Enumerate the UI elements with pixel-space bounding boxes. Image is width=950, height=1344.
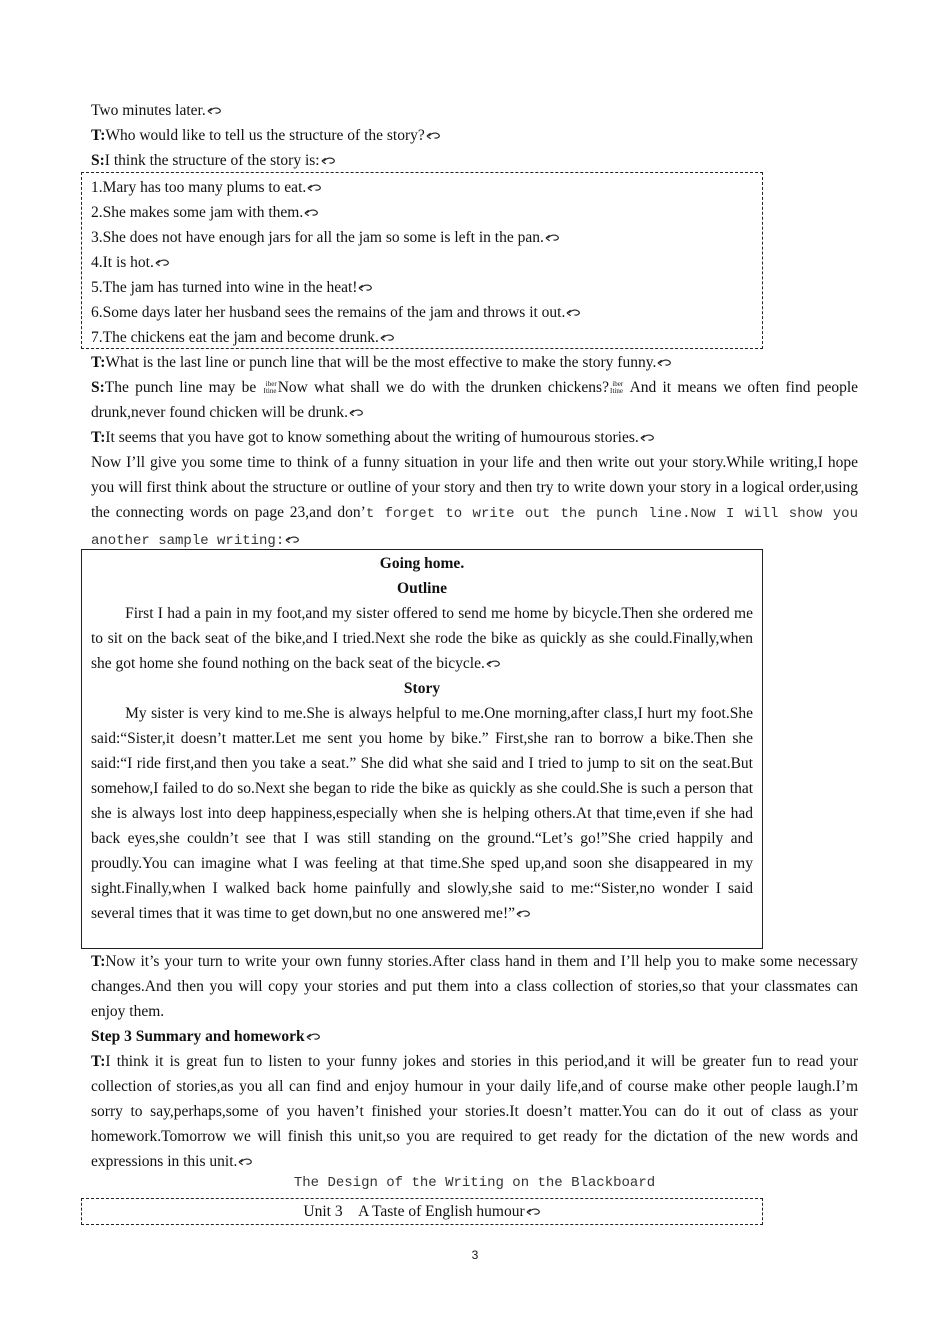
list-item: 4.It is hot. [91, 250, 170, 275]
line-student-answer: S:I think the structure of the story is: [91, 148, 858, 173]
story-text: My sister is very kind to me.She is always helpful to me.One morning,after class,I hurt my foot.She said:“Sister,it doesn’t matter.Let me sent you home by bike.” First,she ran to borrow a bike.Then she said:“I ride first,and then you take a seat.” She did what she said and I tried to jump to sit on the seat.But somehow,I failed to do so.Next she began to ride the bike as quickly as she could.She is such a person that she is always lost into deep happiness,especially when she is helping others.At that time,even if she had back eyes,she couldn’t see that I was still standing on the ground.“Let’s go!”She cried happily and proudly.You can imagine what I was feeling at that time.She sped up,and soon she disappeared in my sight.Finally,when I walked back home painfully and slowly,she said to me:“Sister,no wonder I said several times that it was time to get down,but no one answered me!” [91, 705, 753, 922]
list-item: 5.The jam has turned into wine in the heat! [91, 275, 373, 300]
return-mark-icon [155, 258, 170, 268]
step3-heading: Step 3 Summary and homework [91, 1024, 858, 1049]
sample-title: Going home. [379, 555, 465, 572]
return-mark-icon [358, 283, 373, 293]
paragraph-instructions: Now I’ll give you some time to think of a funny situation in your life and then write out your story.While writing,I hope you will first think about the structure or outline of your story and then try to write down your story in a logical order,using the connecting words on page 23,and don’t forget to write out the punch line.Now I will show you another sample writing: [91, 454, 858, 549]
return-mark-icon [657, 358, 672, 368]
line-two-minutes: Two minutes later. [91, 98, 858, 123]
return-mark-icon [545, 233, 560, 243]
return-mark-icon [349, 408, 364, 418]
return-mark-icon [207, 106, 222, 116]
list-item: 2.She makes some jam with them. [91, 200, 319, 225]
structure-list-box [81, 172, 763, 349]
list-item: 6.Some days later her husband sees the remains of the jam and throws it out. [91, 300, 581, 325]
outline-heading: Outline [397, 580, 447, 597]
return-mark-icon [526, 1207, 541, 1217]
story-heading: Story [403, 680, 441, 697]
paragraph-summary: T:I think it is great fun to listen to your funny jokes and stories in this period,and it will be greater fun to read your collection of stories,as you all can find and enjoy humour in your daily life,and of course make other people laugh.I’m sorry to say,perhaps,some of you haven’t finished your stories.It doesn’t matter.You can do it out of class as your homework.Tomorrow we will finish this unit,so you are required to get ready for the dictation of the new words and expressions in this unit. [91, 1053, 858, 1170]
line-break-marker: Iiber tine [609, 380, 624, 396]
outline-text: First I had a pain in my foot,and my sister offered to send me home by bicycle.Then she ordered me to sit on the back seat of the bike,and I tried.Next she rode the bike as quickly as she could.Finally,when she got home she found nothing on the back seat of the bicycle. [91, 605, 753, 672]
return-mark-icon [306, 1032, 321, 1042]
blackboard-caption: The Design of the Writing on the Blackboard [293, 1175, 656, 1191]
return-mark-icon [304, 208, 319, 218]
line-teacher-comment: T:It seems that you have got to know something about the writing of humourous stories. [91, 425, 858, 450]
list-item: 1.Mary has too many plums to eat. [91, 175, 322, 200]
sample-writing-box [81, 549, 763, 949]
return-mark-icon [640, 433, 655, 443]
paragraph-your-turn: T:Now it’s your turn to write your own funny stories.After class hand in them and I’ll help you to make some necessary changes.And then you will copy your stories and put them into a class collection of stories,so that your classmates can enjoy them. [91, 953, 858, 1020]
return-mark-icon [321, 156, 336, 166]
return-mark-icon [380, 333, 395, 343]
return-mark-icon [516, 909, 531, 919]
page-number: 3 [471, 1248, 479, 1262]
return-mark-icon [238, 1157, 253, 1167]
return-mark-icon [486, 659, 501, 669]
line-punchline-question: T:What is the last line or punch line that will be the most effective to make the story funny. [91, 350, 858, 375]
return-mark-icon [285, 535, 300, 545]
list-item: 7.The chickens eat the jam and become drunk. [91, 325, 395, 350]
return-mark-icon [426, 131, 441, 141]
line-break-marker: Iiber tine [263, 380, 277, 396]
return-mark-icon [566, 308, 581, 318]
blackboard-box [81, 1198, 763, 1225]
line-teacher-question: T:Who would like to tell us the structure of the story? [91, 123, 858, 148]
list-item: 3.She does not have enough jars for all the jam so some is left in the pan. [91, 225, 560, 250]
blackboard-title: Unit 3 A Taste of English humour [82, 1199, 762, 1224]
paragraph-punchline-answer: S:The punch line may be Iiber tineNow what shall we do with the drunken chickens?Iiber tine And it means we often find people drunk,never found chicken will be drunk. [91, 379, 859, 421]
return-mark-icon [307, 183, 322, 193]
